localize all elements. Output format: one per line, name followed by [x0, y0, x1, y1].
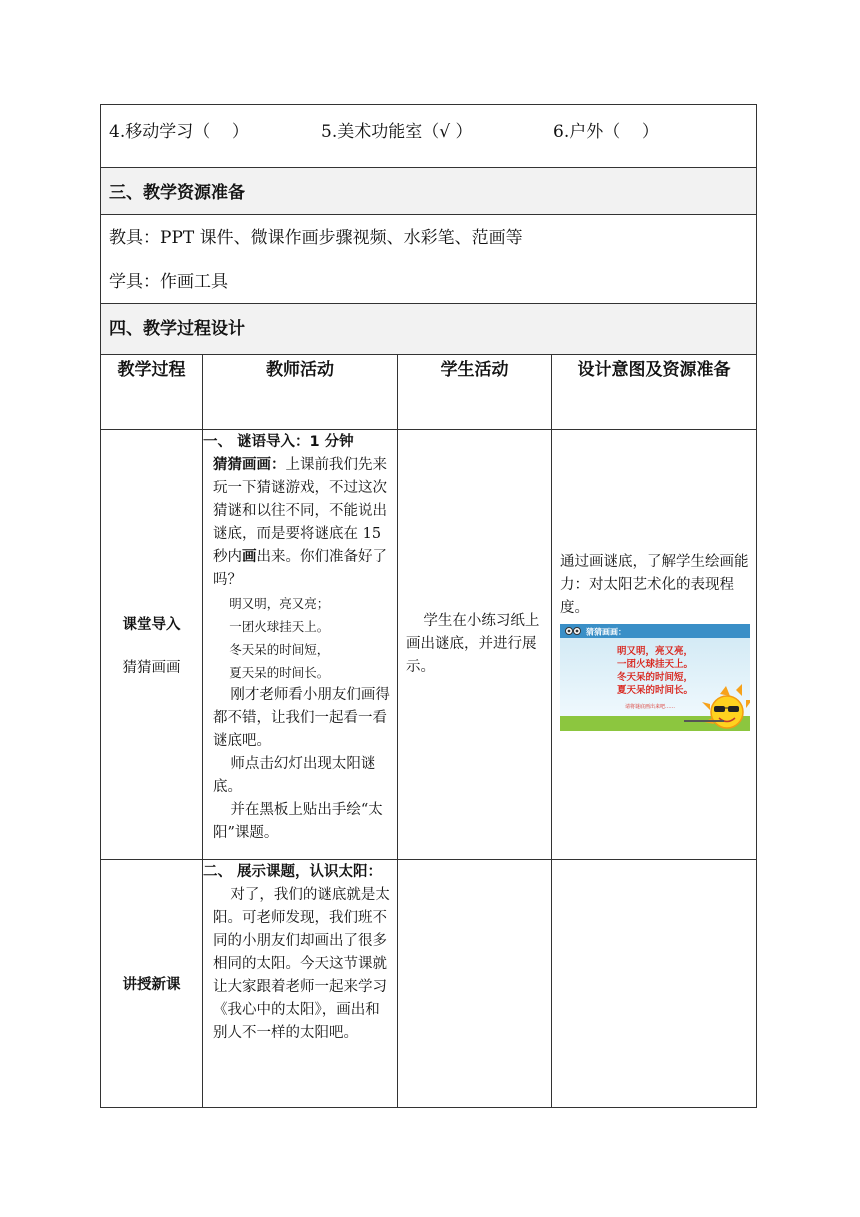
section-4-header: [101, 304, 757, 355]
teacher-1-lead2: 出来。你们准备好了吗？: [213, 549, 387, 588]
substage-intro: 猜猜画画: [122, 659, 181, 676]
header-student: 学生活动: [398, 355, 552, 430]
env-item-outdoor: 6.户外（ ）: [553, 122, 659, 142]
teacher-1-lead-bold2: 画: [242, 549, 257, 565]
slide-line: 一团火球挂天上。: [616, 658, 694, 670]
slide-line: 明又明，亮又亮，: [616, 645, 694, 657]
section-3-title: 三、教学资源准备: [109, 183, 245, 203]
student-activity-1: [398, 430, 552, 860]
teacher-1-p2: 刚才老师看小朋友们画得都不错，让我们一起看一看谜底吧。: [213, 687, 390, 749]
header-process: 教学过程: [101, 355, 203, 430]
riddle-line: 一团火球挂天上。: [229, 619, 330, 634]
stage-cell-new-lesson: [101, 860, 203, 1108]
header-design: 设计意图及资源准备: [552, 355, 757, 430]
teacher-1-lead: 上课前我们先来玩一下猜谜游戏，不过这次猜谜和以往不同，不能说出谜底，而是要将谜底在 15 秒内: [213, 457, 387, 565]
riddle-slide-image: [560, 624, 750, 731]
stage-new-lesson: 讲授新课: [122, 977, 181, 993]
slide-line: 冬天呆的时间短，: [616, 671, 694, 683]
teacher-1-heading: 一、 谜语导入：1 分钟: [203, 434, 354, 450]
slide-footer: 请将谜底画出来吧……: [624, 703, 676, 710]
section-4-title: 四、教学过程设计: [109, 319, 245, 339]
stage-cell-intro: [101, 430, 203, 860]
environment-row: [101, 105, 757, 168]
design-1-text: 通过画谜底，了解学生绘画能力：对太阳艺术化的表现程度。: [560, 553, 749, 616]
student-activity-2: [398, 860, 552, 1108]
slide-header: 猜猜画画：: [586, 627, 626, 636]
riddle-line: 夏天呆的时间长。: [229, 665, 330, 680]
riddle-line: 冬天呆的时间短，: [229, 642, 330, 657]
teacher-activity-1: [203, 430, 398, 860]
slide-line: 夏天呆的时间长。: [616, 684, 694, 696]
resources-cell: [101, 215, 757, 304]
teacher-2-p1: 对了，我们的谜底就是太阳。可老师发现，我们班不同的小朋友们却画出了很多相同的太阳。今天这节课就让大家跟着老师一起来学习《我心中的太阳》，画出和别人不一样的太阳吧。: [213, 887, 390, 1041]
design-cell-2: [552, 860, 757, 1108]
teacher-2-heading: 二、 展示课题，认识太阳：: [203, 864, 383, 880]
env-item-mobile: 4.移动学习（ ）: [109, 122, 249, 142]
teacher-activity-2: [203, 860, 398, 1108]
stage-intro: 课堂导入: [122, 616, 181, 633]
header-teacher: 教师活动: [203, 355, 398, 430]
design-cell-1: [552, 430, 757, 860]
section-3-header: [101, 168, 757, 215]
teacher-1-p4: 并在黑板上贴出手绘“太阳”课题。: [213, 802, 383, 841]
lesson-plan-table: [100, 104, 757, 1108]
student-tools: 学具：作画工具: [109, 272, 228, 292]
teacher-1-p3: 师点击幻灯出现太阳谜底。: [213, 756, 376, 795]
riddle-line: 明又明，亮又亮；: [229, 596, 330, 611]
env-item-art-room: 5.美术功能室（√ ）: [321, 122, 473, 142]
teacher-tools: 教具：PPT 课件、微课作画步骤视频、水彩笔、范画等: [109, 228, 523, 248]
student-1-text: 学生在小练习纸上画出谜底，并进行展示。: [406, 613, 540, 675]
teacher-1-lead-bold: 猜猜画画：: [213, 457, 286, 473]
